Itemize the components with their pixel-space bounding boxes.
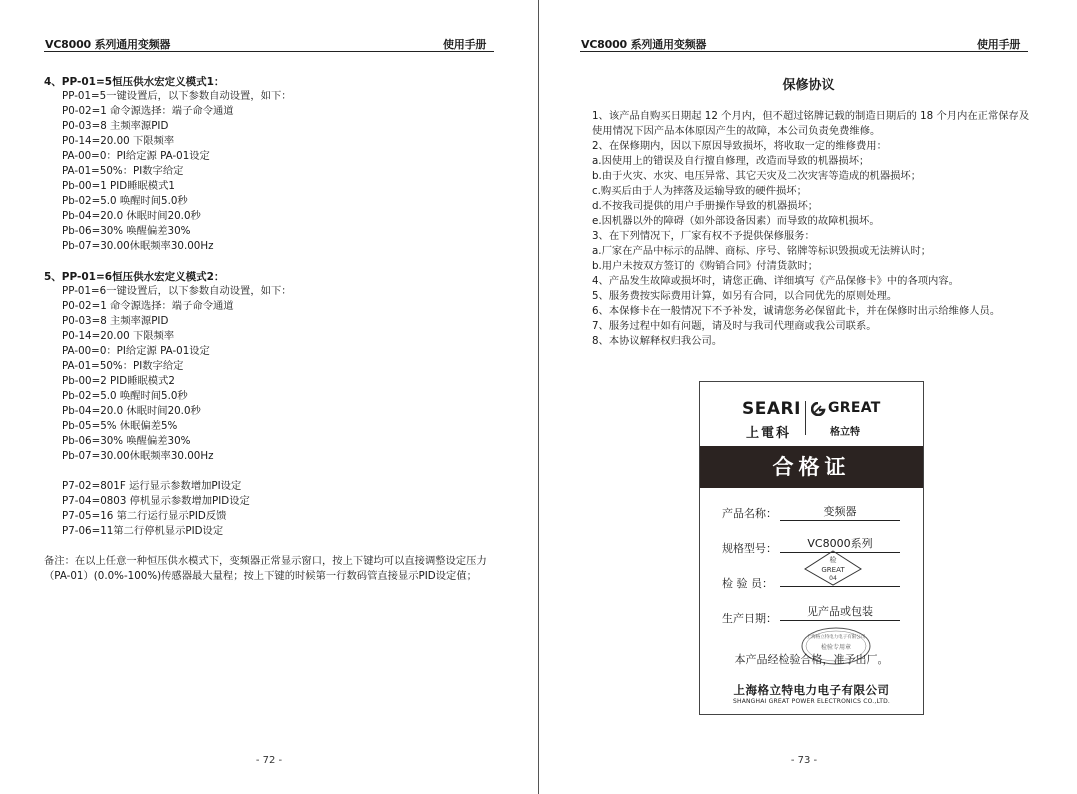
param-line: PA-00=0：PI给定源 PA-01设定 <box>62 150 210 162</box>
param-line: Pb-04=20.0 休眠时间20.0秒 <box>62 210 201 222</box>
model-value: VC8000系列 <box>780 535 900 553</box>
seari-logo-cn: 上電科 <box>746 426 792 441</box>
p7-params <box>62 479 250 539</box>
param-line: Pb-07=30.00休眠频率30.00Hz <box>62 450 214 462</box>
param-line: Pb-02=5.0 唤醒时间5.0秒 <box>62 390 188 402</box>
section5-params <box>62 284 292 464</box>
model-label: 规格型号： <box>722 542 777 555</box>
warranty-line: 1、该产品自购买日期起 12 个月内，但不超过铭牌记载的制造日期后的 18 个月内在正常保存及使用情况下因产品本体原因产生的故障，本公司负责免费维修。 <box>592 110 1030 137</box>
param-line: Pb-00=1 PID睡眠模式1 <box>62 180 175 192</box>
warranty-line: a.因使用上的错误及自行擅自修理，改造而导致的机器损坏； <box>592 155 870 167</box>
right-header-rule <box>580 51 1028 52</box>
qualified-note: 本产品经检验合格，准予出厂。 <box>734 653 889 666</box>
warranty-line: 3、在下列情况下，厂家有权不予提供保修服务： <box>592 230 815 242</box>
seal-center-text: 检验专用章 <box>820 644 852 651</box>
param-line: Pb-05=5% 休眠偏差5% <box>62 420 178 432</box>
company-name-en: SHANGHAI GREAT POWER ELECTRONICS CO.,LTD. <box>732 698 891 705</box>
great-logo-cn: 格立特 <box>830 427 860 438</box>
param-line: P7-06=11第二行停机显示PID设定 <box>62 525 224 537</box>
param-line: PP-01=6一键设置后，以下参数自动设置，如下： <box>62 285 292 297</box>
warranty-line: 8、本协议解释权归我公司。 <box>592 335 723 347</box>
param-line: P7-02=801F 运行显示参数增加PI设定 <box>62 480 242 492</box>
section5-title: 5、PP-01=6恒压供水宏定义模式2： <box>44 271 225 283</box>
left-page <box>0 0 538 794</box>
param-line: Pb-06=30% 唤醒偏差30% <box>62 435 191 447</box>
brand-row <box>700 399 923 443</box>
page-number-right: - 73 - <box>790 755 818 766</box>
left-header-title: VC8000 系列通用变频器 <box>45 38 171 51</box>
product-name-label: 产品名称： <box>722 507 777 520</box>
warranty-line: e.因机器以外的障碍（如外部设备因素）而导致的故障机损坏。 <box>592 215 880 227</box>
certificate-card <box>699 381 924 715</box>
warranty-line: 7、服务过程中如有问题，请及时与我司代理商或我公司联系。 <box>592 320 877 332</box>
warranty-line: 5、服务费按实际费用计算，如另有合同，以合同优先的原则处理。 <box>592 290 898 302</box>
param-line: P0-14=20.00 下限频率 <box>62 330 175 342</box>
warranty-line: a.厂家在产品中标示的品牌、商标、序号、铭牌等标识毁损或无法辨认时； <box>592 245 932 257</box>
warranty-line: b.由于火灾、水灾、电压异常、其它天灾及二次灾害等造成的机器损坏； <box>592 170 922 182</box>
param-line: PA-01=50%：PI数字给定 <box>62 165 184 177</box>
param-line: PP-01=5一键设置后，以下参数自动设置，如下： <box>62 90 292 102</box>
param-line: Pb-06=30% 唤醒偏差30% <box>62 225 191 237</box>
inspector-label: 检 验 员： <box>722 577 773 590</box>
right-page <box>540 0 1077 794</box>
warranty-line: 2、在保修期内，因以下原因导致损坏，将收取一定的维修费用： <box>592 140 887 152</box>
param-line: Pb-07=30.00休眠频率30.00Hz <box>62 240 214 252</box>
param-line: P7-04=0803 停机显示参数增加PID设定 <box>62 495 250 507</box>
param-line: P7-05=16 第二行运行显示PID反馈 <box>62 510 227 522</box>
warranty-line: 4、产品发生故障或损坏时，请您正确、详细填写《产品保修卡》中的各项内容。 <box>592 275 959 287</box>
stamp-number: 04 <box>829 575 837 582</box>
warranty-terms <box>592 109 1032 349</box>
right-header-manual: 使用手册 <box>977 38 1021 51</box>
param-line: Pb-00=2 PID睡眠模式2 <box>62 375 175 387</box>
warranty-title: 保修协议 <box>782 78 835 93</box>
certificate-title: 合格证 <box>700 446 923 488</box>
warranty-line: d.不按我司提供的用户手册操作导致的机器损坏； <box>592 200 819 212</box>
param-line: PA-01=50%：PI数字给定 <box>62 360 184 372</box>
book-spine <box>538 0 539 794</box>
product-name-value: 变频器 <box>780 503 900 521</box>
warranty-line: b.用户未按双方签订的《购销合同》付清货款时； <box>592 260 819 272</box>
seari-logo: SEARI <box>742 399 801 419</box>
date-value: 见产品或包装 <box>780 603 900 621</box>
param-line: P0-03=8 主频率源PID <box>62 120 169 132</box>
company-name: 上海格立特电力电子有限公司 <box>733 683 890 697</box>
great-logo-icon <box>811 402 826 416</box>
remark-note: 备注：在以上任意一种恒压供水模式下，变频器正常显示窗口，按上下键均可以直接调整设定压力（PA-01）(0.0%-100%)传感器最大量程；按上下键的时候第一行数码管直接显示PID设定值； <box>44 555 487 582</box>
date-label: 生产日期： <box>722 612 777 625</box>
brand-divider <box>805 401 806 435</box>
stamp-text: GREAT <box>821 566 845 574</box>
right-header-title: VC8000 系列通用变频器 <box>581 38 707 51</box>
stamp-top: 检 <box>829 556 837 564</box>
great-logo: GREAT <box>828 400 881 416</box>
warranty-line: 6、本保修卡在一般情况下不予补发，诚请您务必保留此卡，并在保修时出示给维修人员。 <box>592 305 1001 317</box>
param-line: P0-02=1 命令源选择：端子命令通道 <box>62 105 234 117</box>
param-line: P0-14=20.00 下限频率 <box>62 135 175 147</box>
left-header-rule <box>44 51 494 52</box>
param-line: Pb-02=5.0 唤醒时间5.0秒 <box>62 195 188 207</box>
param-line: P0-02=1 命令源选择：端子命令通道 <box>62 300 234 312</box>
param-line: PA-00=0：PI给定源 PA-01设定 <box>62 345 210 357</box>
section4-params <box>62 89 292 254</box>
seal-ring-text: 上海格立特电力电子有限公司 <box>806 635 866 640</box>
left-header-manual: 使用手册 <box>443 38 487 51</box>
section4-title: 4、PP-01=5恒压供水宏定义模式1： <box>44 76 225 88</box>
param-line: P0-03=8 主频率源PID <box>62 315 169 327</box>
param-line: Pb-04=20.0 休眠时间20.0秒 <box>62 405 201 417</box>
inspector-stamp <box>803 549 863 587</box>
page-number-left: - 72 - <box>255 755 283 766</box>
warranty-line: c.购买后由于人为摔落及运输导致的硬件损坏； <box>592 185 807 197</box>
